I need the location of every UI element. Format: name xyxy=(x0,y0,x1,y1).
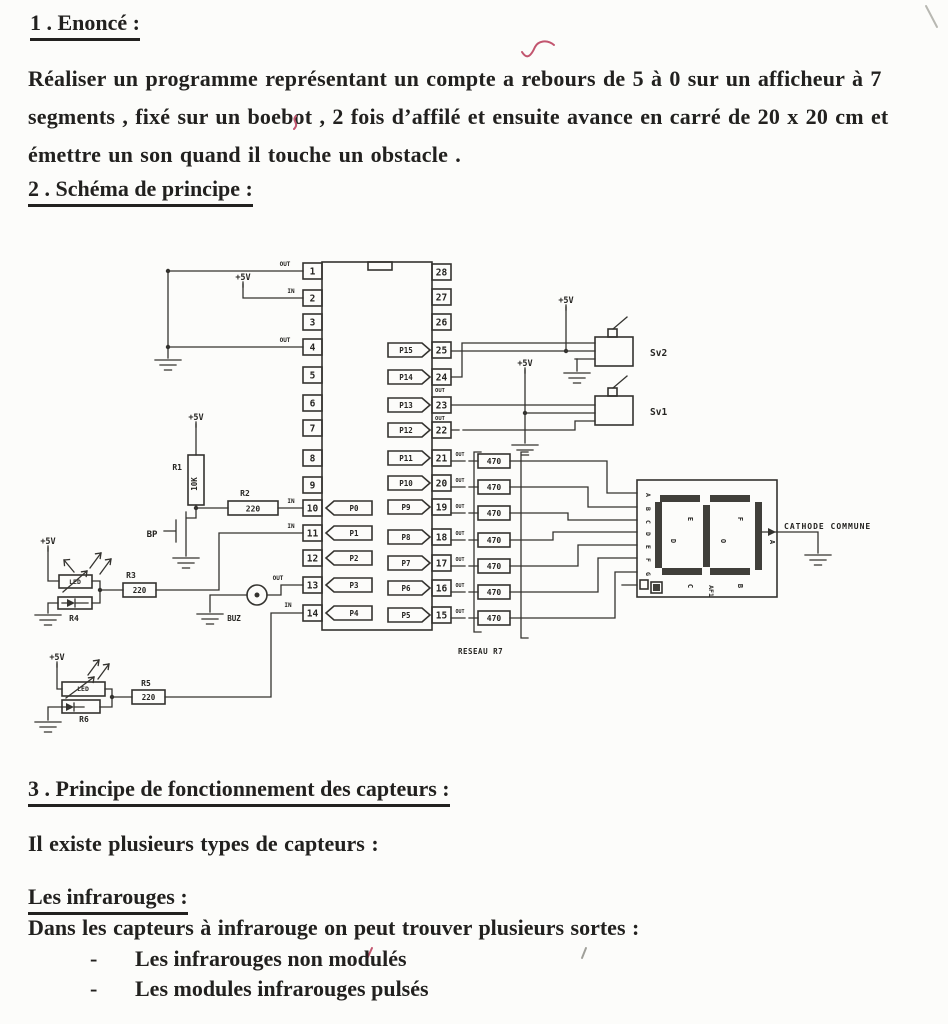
display-segment xyxy=(655,502,662,568)
ic-body xyxy=(322,262,432,630)
buzzer-dot xyxy=(255,593,260,598)
io-label: IN xyxy=(287,288,295,295)
ic-pin-number: 26 xyxy=(435,317,448,329)
ground-symbol xyxy=(564,373,590,383)
ir-arrow xyxy=(88,660,99,675)
ic-pin-number: 19 xyxy=(435,502,448,514)
resistor-value: 470 xyxy=(486,457,502,466)
display-segment xyxy=(755,502,762,570)
ic-notch xyxy=(368,262,392,270)
section1-heading-text: 1 . Enoncé : xyxy=(30,10,140,41)
display-segment-letter: A xyxy=(768,539,776,545)
servo-sv1 xyxy=(595,396,633,425)
port-flag-label: P3 xyxy=(349,581,359,590)
wire xyxy=(168,271,303,358)
ic-pin-number: 18 xyxy=(435,532,448,544)
wire xyxy=(510,572,637,618)
section2-heading-text: 2 . Schéma de principe : xyxy=(28,176,253,207)
junction-dot xyxy=(110,695,114,699)
io-label: OUT xyxy=(455,557,465,563)
io-label: IN xyxy=(284,602,292,609)
io-label: OUT xyxy=(455,583,465,589)
ic-pin-number: 12 xyxy=(306,553,319,565)
display-segment-letter: B xyxy=(736,583,744,589)
red-check-mark xyxy=(522,41,554,56)
display-segment xyxy=(710,568,750,575)
resistor-name: R3 xyxy=(126,571,136,580)
resistor-value: 470 xyxy=(486,588,502,597)
ground-symbol xyxy=(35,615,61,625)
resistor-name: R1 xyxy=(172,463,182,472)
io-label: OUT xyxy=(279,337,291,344)
ic-pin-number: 4 xyxy=(309,342,316,354)
resistor-value: 470 xyxy=(486,509,502,518)
io-label: OUT xyxy=(435,416,445,422)
display-segment-letter: F xyxy=(736,516,744,522)
red-squiggle-mark xyxy=(294,116,296,129)
vcc-label: +5V xyxy=(188,413,204,423)
resistor-value: 220 xyxy=(245,504,261,514)
io-label: IN xyxy=(287,498,295,505)
port-flag-label: P6 xyxy=(401,584,411,593)
junction-dot xyxy=(166,269,170,273)
io-label: OUT xyxy=(455,609,465,615)
port-flag-label: P8 xyxy=(401,533,411,542)
ground-symbol xyxy=(805,555,831,565)
infrared-subheading xyxy=(28,884,188,915)
junction-dot xyxy=(523,411,527,415)
port-flag-label: P2 xyxy=(349,554,359,563)
push-button-label: BP xyxy=(146,530,158,540)
io-label: OUT xyxy=(455,531,465,537)
display-pin-letter: E xyxy=(644,545,652,549)
vcc-label: +5V xyxy=(517,359,533,369)
ic-pin-number: 24 xyxy=(435,372,448,384)
port-flag-label: P11 xyxy=(399,454,413,463)
io-label: OUT xyxy=(455,478,465,484)
ir-led-label: LED xyxy=(69,578,81,586)
port-flag-label: P5 xyxy=(401,611,411,620)
port-flag-label: P13 xyxy=(399,401,413,410)
io-label: OUT xyxy=(279,261,291,268)
ground-symbol xyxy=(35,722,61,732)
display-pin-letter: F xyxy=(644,558,652,562)
bullet-dash: - xyxy=(90,946,98,971)
display-segment-letter: C xyxy=(686,583,694,589)
wire xyxy=(525,370,595,443)
wire xyxy=(510,558,637,592)
port-flag-label: P0 xyxy=(349,504,359,513)
io-label: OUT xyxy=(455,504,465,510)
decimal-point xyxy=(640,580,648,589)
wire xyxy=(510,461,637,493)
ground-symbol xyxy=(512,445,538,455)
cathode-label: CATHODE COMMUNE xyxy=(784,522,872,531)
junction-dot xyxy=(166,345,170,349)
ir-arrow xyxy=(63,571,87,592)
resistor-value: 470 xyxy=(486,614,502,623)
ir-arrow xyxy=(64,560,74,572)
display-segment xyxy=(710,495,750,502)
infrared-subintro: Dans les capteurs à infrarouge on peut trouver plusieurs sortes : xyxy=(28,915,640,940)
ic-pin-number: 20 xyxy=(435,478,448,490)
ic-pin-number: 13 xyxy=(306,580,319,592)
display-pin-letter: C xyxy=(644,520,652,524)
ground-symbol xyxy=(155,360,181,370)
vcc-label: +5V xyxy=(40,537,56,547)
servo-shaft xyxy=(613,317,627,329)
ic-pin-number: 25 xyxy=(435,345,448,357)
section3-heading-text: 3 . Principe de fonctionnement des capteurs : xyxy=(28,776,450,807)
ir-arrow xyxy=(66,677,94,698)
paragraph-line: Réaliser un programme représentant un compte a rebours de 5 à 0 sur un afficheur à 7 xyxy=(28,66,882,91)
display-pin-letter: D xyxy=(644,532,652,536)
servo-tab xyxy=(608,329,617,337)
port-flag-label: P7 xyxy=(401,559,411,568)
servo-shaft xyxy=(613,376,627,388)
port-flag-label: P4 xyxy=(349,609,359,618)
vcc-label: +5V xyxy=(235,273,251,283)
scan-smudge xyxy=(582,948,586,958)
ground-symbol xyxy=(197,614,223,624)
paragraph-line: émettre un son quand il touche un obstacle . xyxy=(28,142,461,167)
display-pin-letter: G xyxy=(644,572,652,576)
ic-pin-number: 22 xyxy=(435,425,448,437)
io-label: IN xyxy=(287,523,295,530)
ic-pin-number: 14 xyxy=(306,608,319,620)
display-segment xyxy=(653,584,660,591)
wire xyxy=(510,487,637,507)
section3-heading xyxy=(28,776,450,807)
diode-glyph xyxy=(67,599,75,607)
vcc-label: +5V xyxy=(49,653,65,663)
diode-glyph xyxy=(62,599,88,607)
port-flag-label: P15 xyxy=(399,346,413,355)
infrared-subheading-text: Les infrarouges : xyxy=(28,884,188,915)
port-flag-label: P14 xyxy=(399,373,413,382)
port-flag-label: P1 xyxy=(349,529,359,538)
io-label: OUT xyxy=(435,388,445,394)
display-segment-letter: D xyxy=(669,538,677,544)
ir-sensor-name: R6 xyxy=(79,715,89,724)
ic-pin-number: 8 xyxy=(309,453,316,465)
ic-pin-number: 15 xyxy=(435,610,448,622)
display-segment xyxy=(660,495,700,502)
ic-pin-number: 5 xyxy=(309,370,316,382)
resistor-value: 470 xyxy=(486,483,502,492)
ic-pin-number: 1 xyxy=(309,266,316,278)
ic-pin-number: 6 xyxy=(309,398,316,410)
arrow-icon xyxy=(768,528,776,536)
ic-pin-number: 3 xyxy=(309,317,316,329)
servo-sv2 xyxy=(595,337,633,366)
display-pin-letter: A xyxy=(644,493,652,497)
resistor-value: 220 xyxy=(141,693,156,702)
bullet-text: Les modules infrarouges pulsés xyxy=(135,976,429,1001)
buzzer-label: BUZ xyxy=(227,614,241,623)
ic-pin-number: 11 xyxy=(306,528,319,540)
vcc-label: +5V xyxy=(558,296,574,306)
display-segment xyxy=(662,568,702,575)
io-label: OUT xyxy=(455,452,465,458)
ic-pin-number: 16 xyxy=(435,583,448,595)
ir-led-label: LED xyxy=(77,685,89,693)
display-segment-letter: E xyxy=(686,516,694,522)
ground-symbol xyxy=(173,558,199,568)
wire xyxy=(510,513,637,520)
paragraph-line: segments , fixé sur un boebot , 2 fois d’affilé et ensuite avance en carré de 20 x 20 cm et xyxy=(28,104,889,129)
ir-arrow xyxy=(98,664,109,679)
network-label: RESEAU R7 xyxy=(458,647,504,656)
ic-pin-number: 7 xyxy=(309,423,316,435)
ir-arrow xyxy=(90,553,101,568)
wire xyxy=(510,532,637,540)
junction-dot xyxy=(564,349,568,353)
resistor-value: 470 xyxy=(486,536,502,545)
wire xyxy=(452,405,595,430)
junction-dot xyxy=(98,588,102,592)
ic-pin-number: 23 xyxy=(435,400,448,412)
ic-pin-number: 21 xyxy=(435,453,448,465)
scan-smudge xyxy=(926,6,937,27)
ic-pin-number: 2 xyxy=(309,293,316,305)
resistor-value: 470 xyxy=(486,562,502,571)
servo-label: Sv2 xyxy=(650,348,668,359)
servo-tab xyxy=(608,388,617,396)
io-label: OUT xyxy=(272,575,284,582)
port-flag-label: P12 xyxy=(399,426,413,435)
bullet-text: Les infrarouges non modulés xyxy=(135,946,407,971)
ic-pin-number: 9 xyxy=(309,480,316,492)
ic-pin-number: 28 xyxy=(435,267,448,279)
ic-pin-number: 10 xyxy=(306,503,319,515)
section3-intro: Il existe plusieurs types de capteurs : xyxy=(28,831,379,856)
ic-pin-number: 27 xyxy=(435,292,448,304)
port-flag-label: P10 xyxy=(399,479,413,488)
display-pin-letter: B xyxy=(644,507,652,511)
servo-label: Sv1 xyxy=(650,407,668,418)
ir-arrow xyxy=(100,559,111,574)
display-segment-letter: O xyxy=(719,538,727,544)
resistor-name: R5 xyxy=(141,679,151,688)
diode-glyph xyxy=(66,703,74,711)
display-designator: AF1 xyxy=(707,585,715,597)
ic-pin-number: 17 xyxy=(435,558,448,570)
resistor-value: 220 xyxy=(132,586,147,595)
resistor-name: R2 xyxy=(240,489,250,498)
push-button xyxy=(164,508,196,556)
display-segment xyxy=(703,505,710,567)
bullet-dash: - xyxy=(90,976,98,1001)
port-flag-label: P9 xyxy=(401,503,411,512)
wire xyxy=(510,545,637,566)
ir-sensor-name: R4 xyxy=(69,614,79,623)
resistor-value: 10K xyxy=(190,477,199,491)
